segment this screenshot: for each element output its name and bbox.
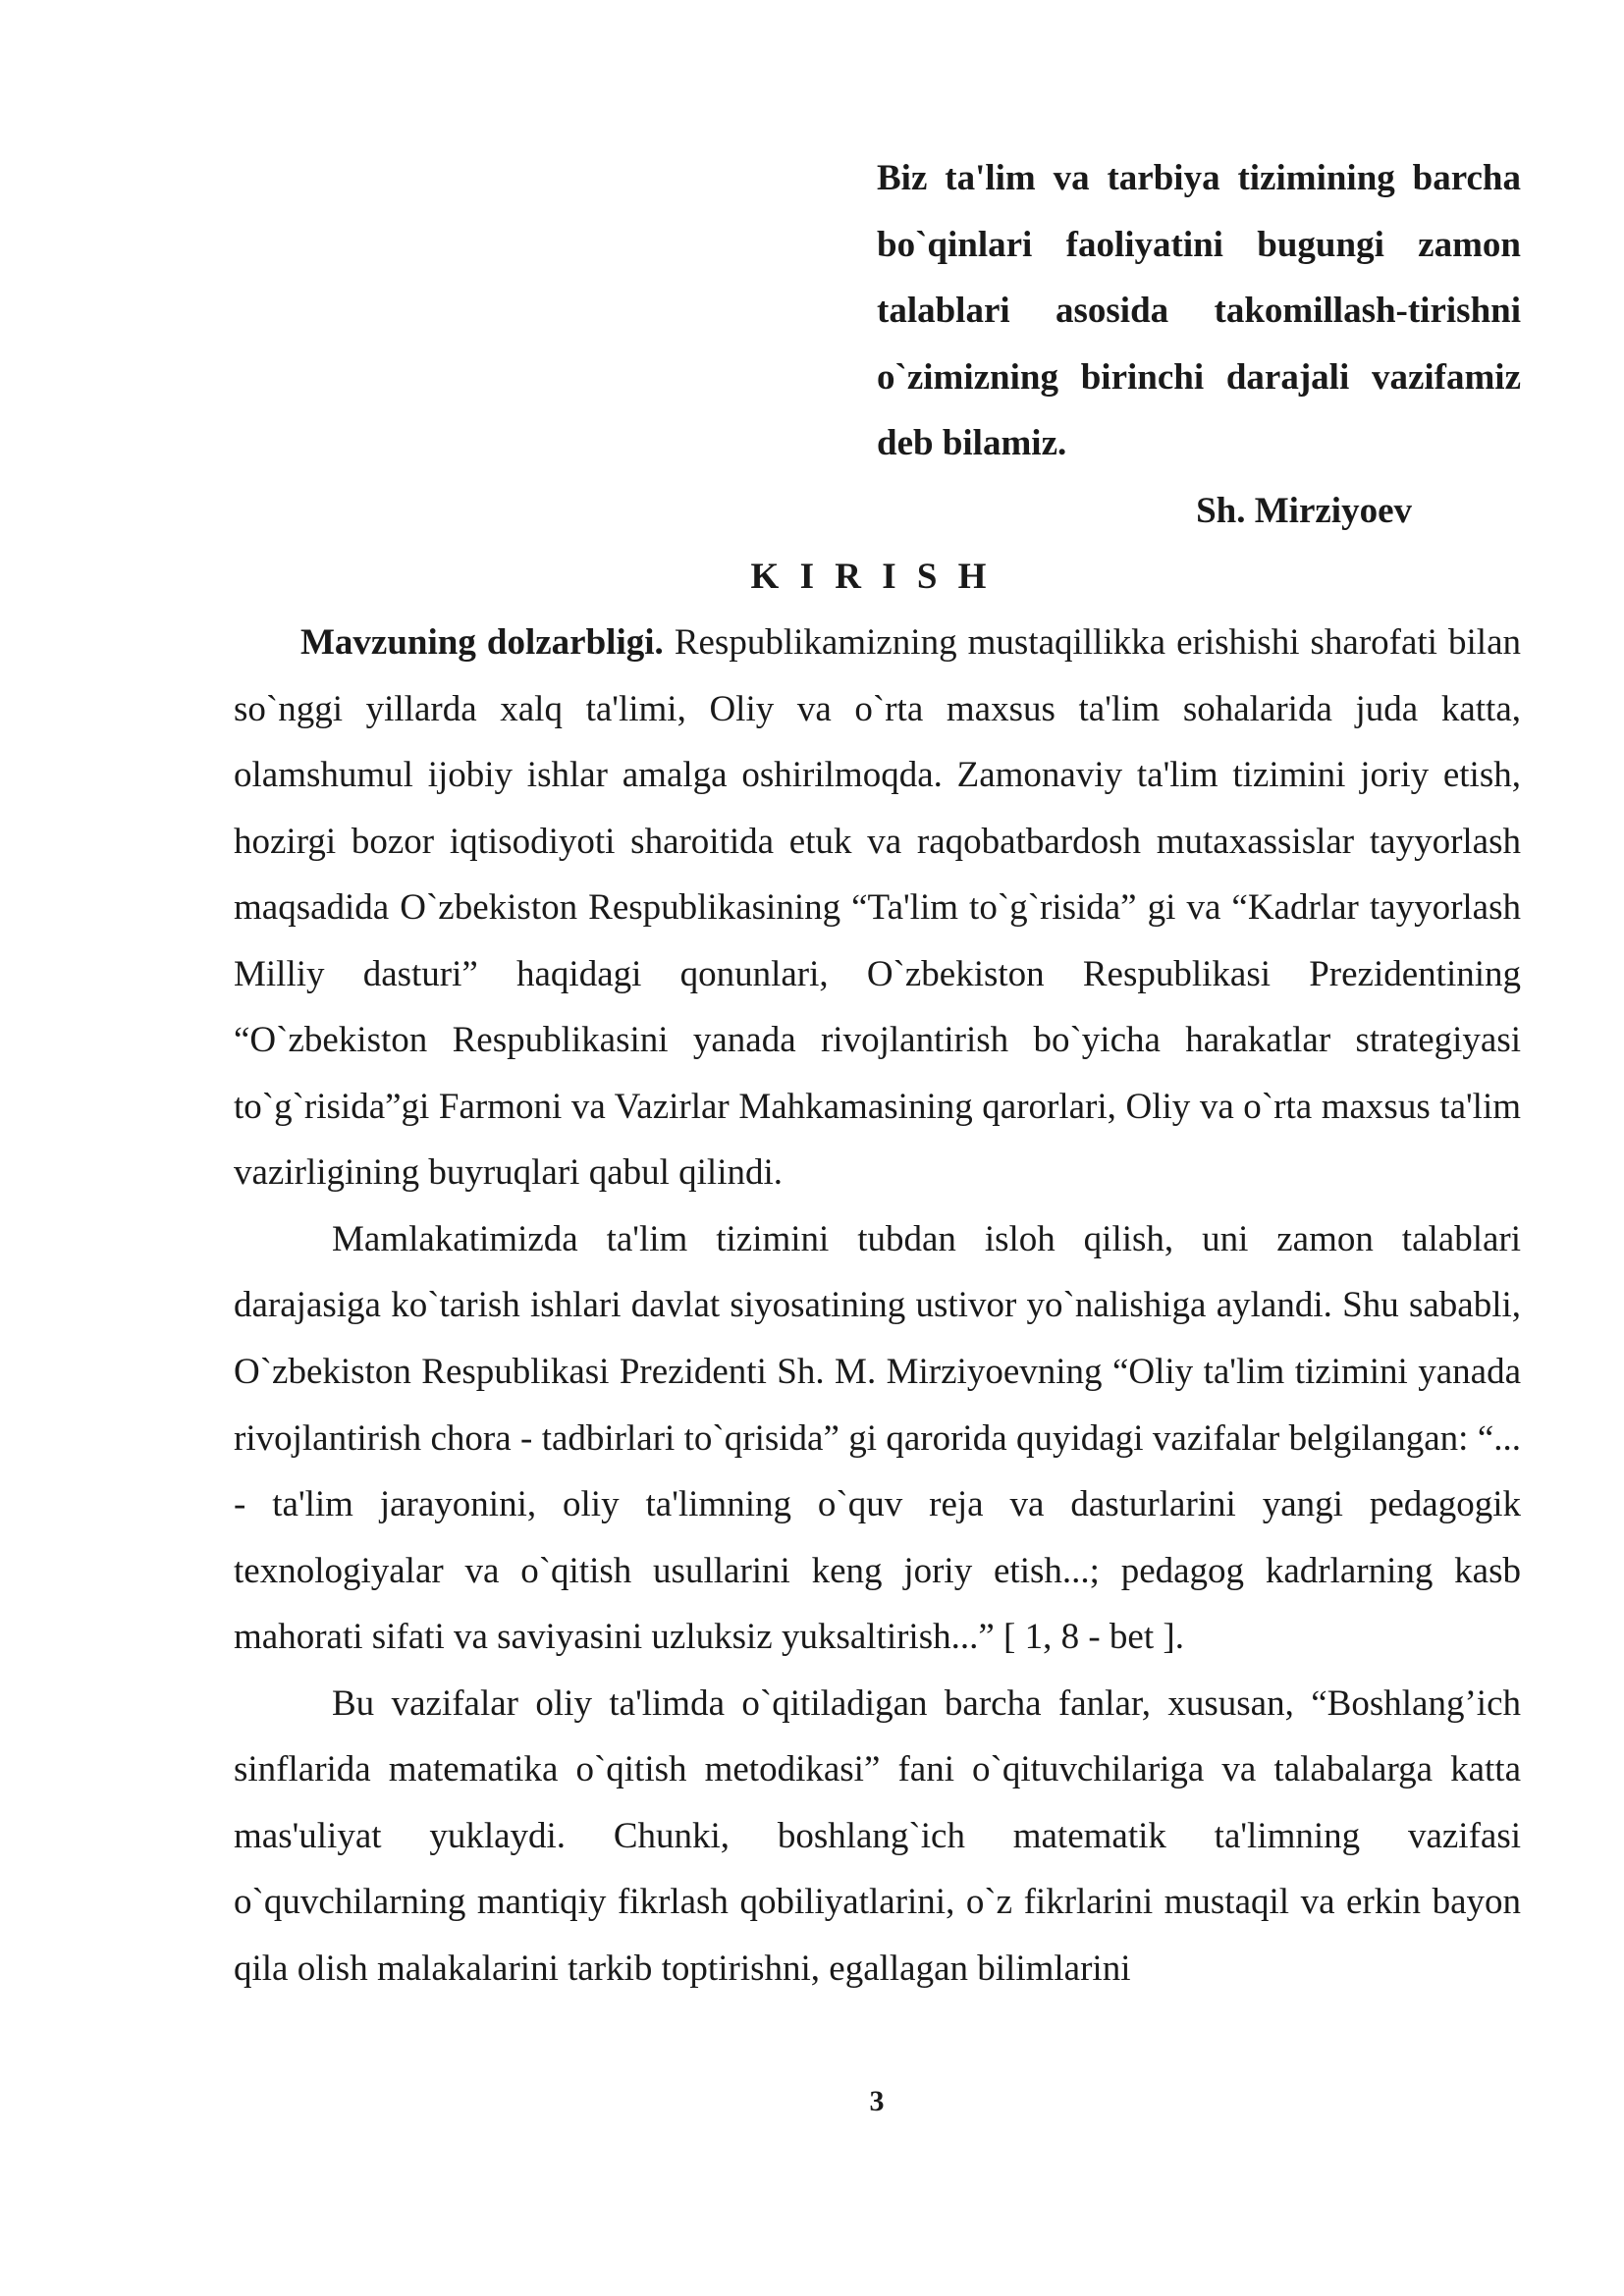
paragraph-text: Respublikamizning mustaqillikka erishishi sharofati bilan so`nggi yillarda xalq ta'limi, Oliy va o`rta maxsus ta'lim sohalarida juda katta, olamshumul ijobiy ishlar amalga oshirilmoqda. Zamonaviy ta'lim tizimini joriy etish, hozirgi bozor iqtisodiyoti sharoitida etuk va raqobatbardosh mutaxassislar tayyorlash maqsadida O`zbekiston Respublikasining “Ta'lim to`g`risida” gi va “Kadrlar tayyorlash Milliy dasturi” haqidagi qonunlari, O`zbekiston Respublikasi Prezidentining “O`zbekiston Respublikasini yanada rivojlantirish bo`yicha harakatlar strategiyasi to`g`risida”gi Farmoni va Vazirlar Mahkamasining qarorlari, Oliy va o`rta maxsus ta'lim vazirligining buyruqlari qabul qilindi. [234, 622, 1521, 1194]
epigraph-author: Sh. Mirziyoev [1196, 491, 1412, 531]
paragraph-text: Mamlakatimizda ta'lim tizimini tubdan isloh qilish, uni zamon talablari darajasiga ko`tarish ishlari davlat siyosatining ustivor yo`nalishiga aylandi. Shu sababli, O`zbekiston Respublikasi Prezidenti Sh. M. Mirziyoevning “Oliy ta'lim tizimini yanada rivojlantirish chora - tadbirlari to`qrisida” gi qarorida quyidagi vazifalar belgilangan: “... - ta'lim jarayonini, oliy ta'limning o`quv reja va dasturlarini yangi pedagogik texnologiyalar va o`qitish usullarini keng joriy etish...; pedagog kadrlarning kasb mahorati sifati va saviyasini uzluksiz yuksaltirish...” [ 1, 8 - bet ]. [234, 1218, 1521, 1658]
paragraph-relevance [234, 610, 1521, 1206]
section-title: K I R I S H [750, 557, 993, 597]
page-number: 3 [869, 2085, 885, 2117]
paragraph-reform [234, 1206, 1521, 1671]
paragraph-lead-heading: Mavzuning dolzarbligi. [300, 622, 664, 663]
epigraph-quote: Biz ta'lim va tarbiya tizimining barcha bo`qinlari faoliyatini bugungi zamon talablari asosida takomillash-tirishni o`zimizning birinchi darajali vazifamiz deb bilamiz. [877, 158, 1521, 463]
body-text [234, 610, 1521, 2002]
paragraph-tasks [234, 1671, 1521, 2002]
paragraph-text: Bu vazifalar oliy ta'limda o`qitiladigan barcha fanlar, xususan, “Boshlang’ich sinflarida matematika o`qitish metodikasi” fani o`qituvchilariga va talabalarga katta mas'uliyat yuklaydi. Chunki, boshlang`ich matematik ta'limning vazifasi o`quvchilarning mantiqiy fikrlash qobiliyatlarini, o`z fikrlarini mustaqil va erkin bayon qila olish malakalarini tarkib toptirishni, egallagan bilimlarini [234, 1682, 1521, 1989]
